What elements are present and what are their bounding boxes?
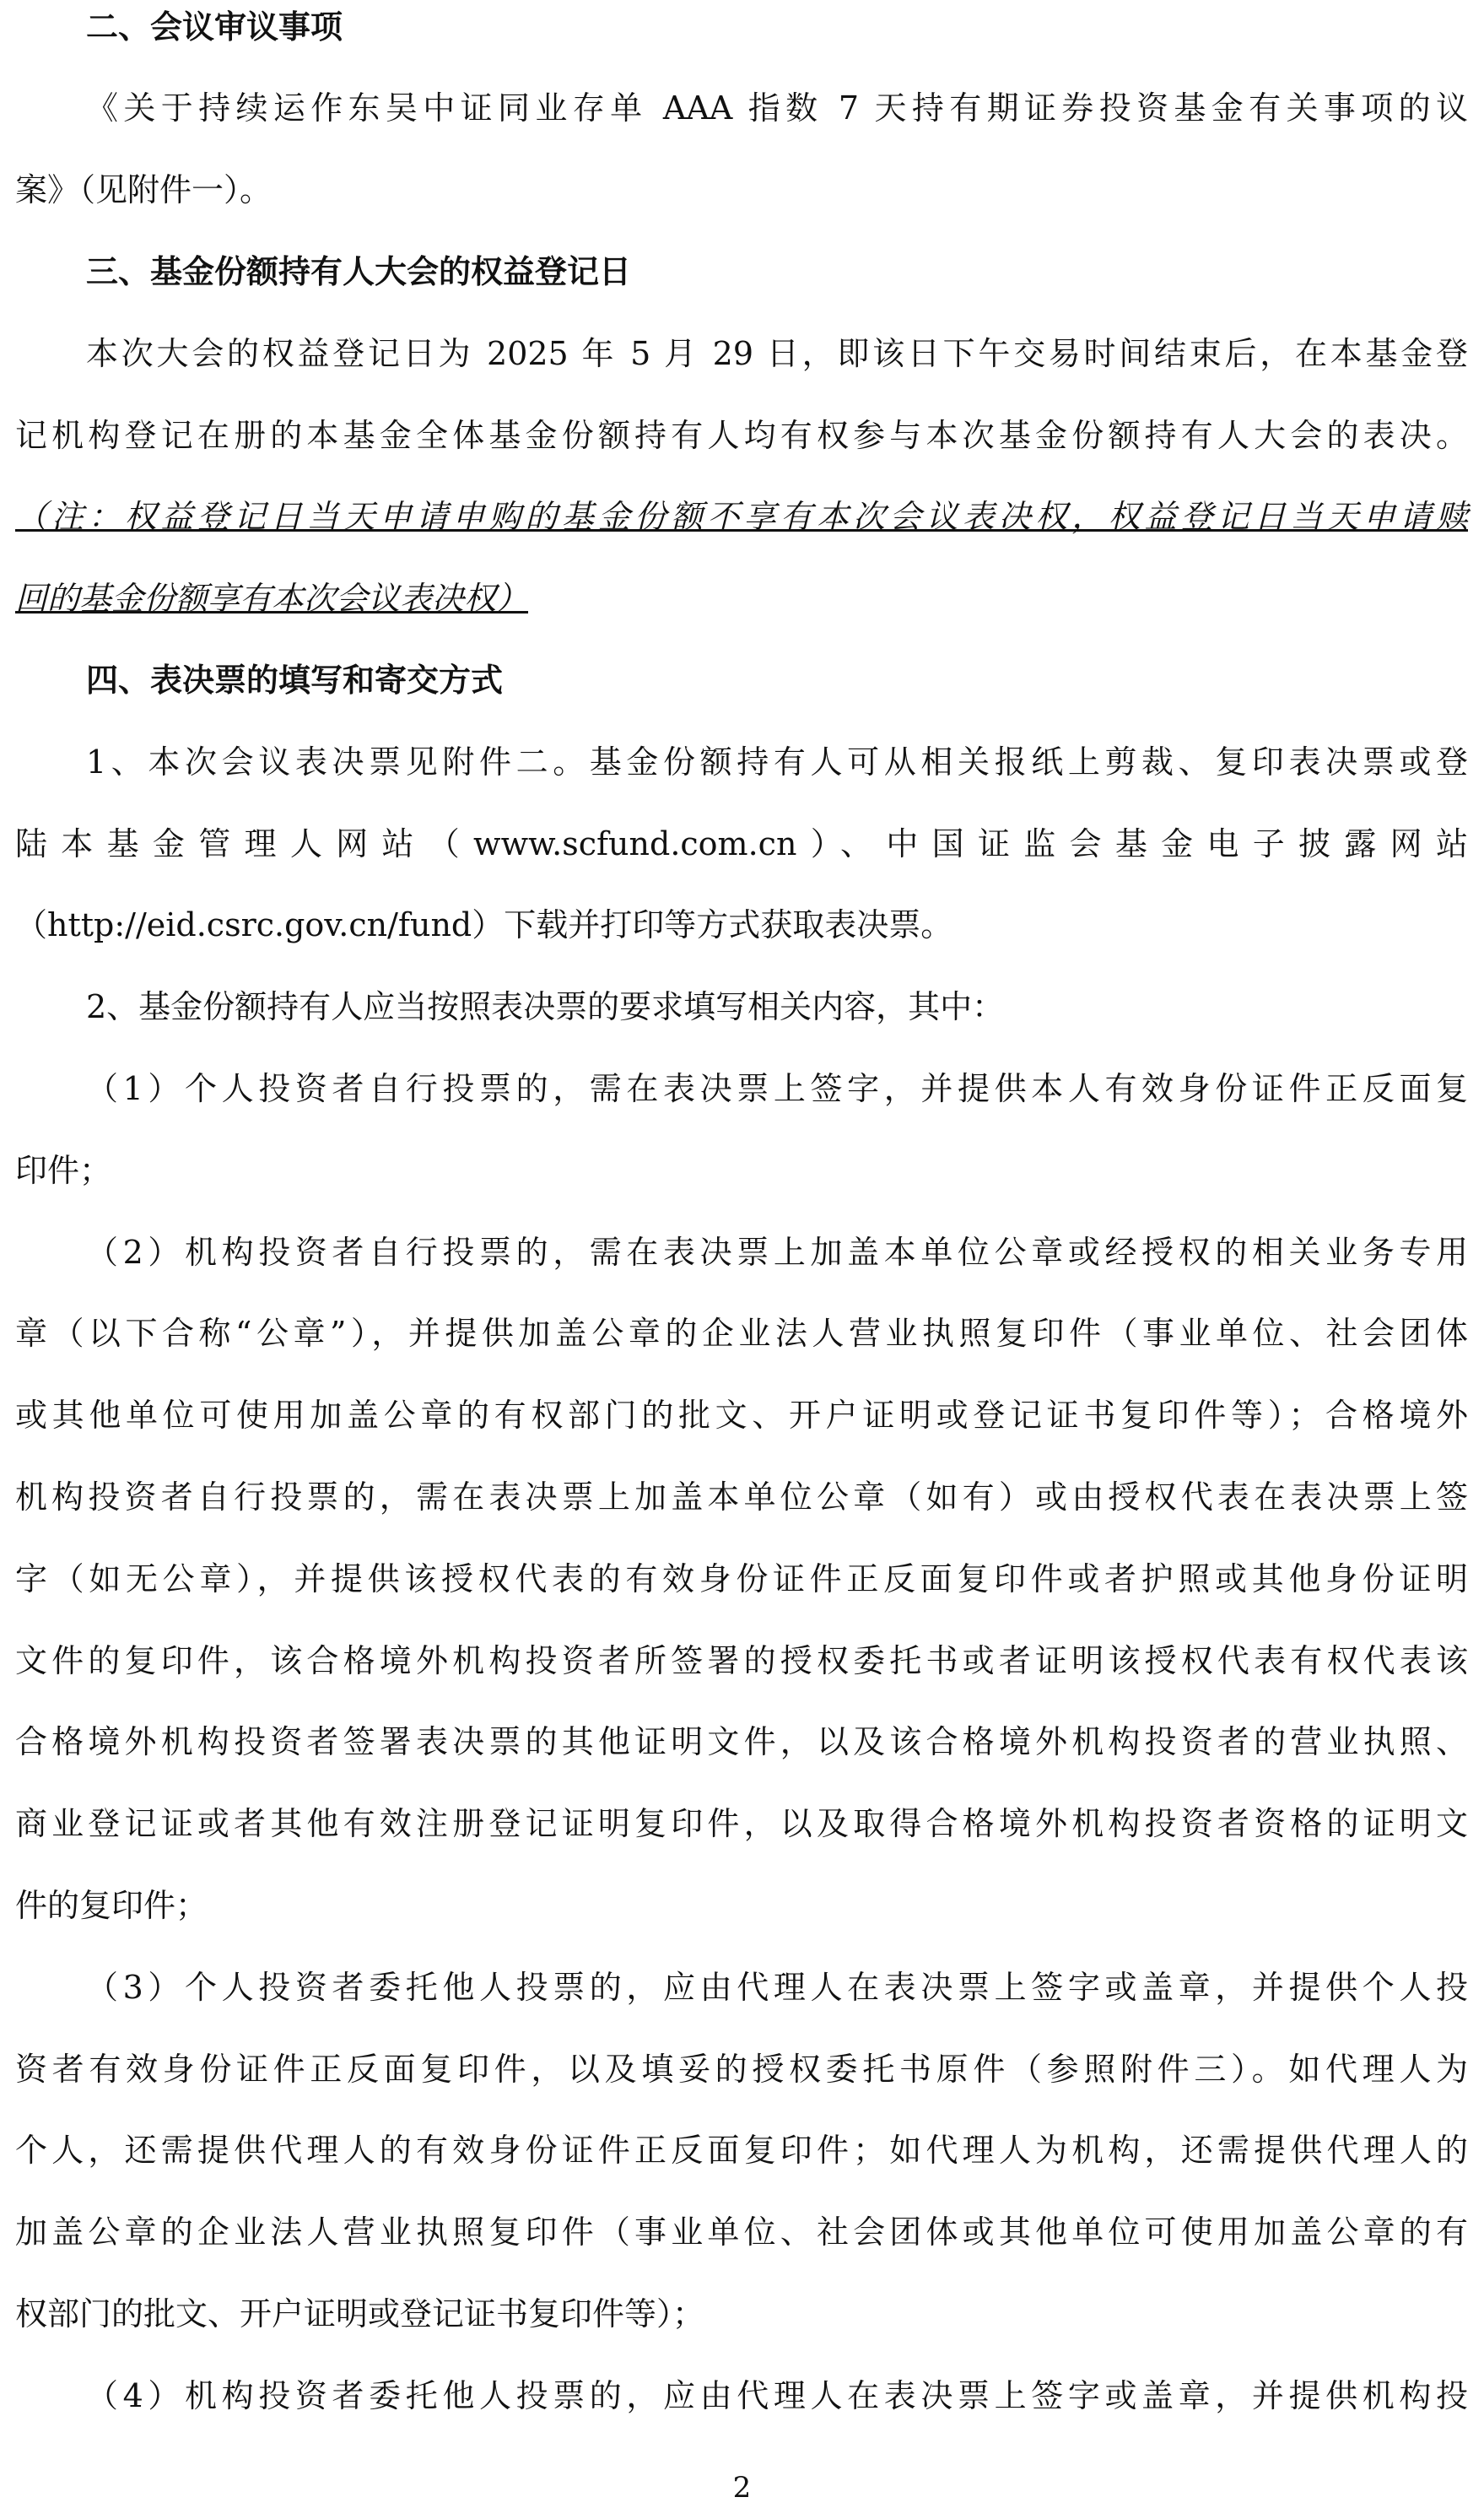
- paragraph-line: 章（以下合称“公章”），并提供加盖公章的企业法人营业执照复印件（事业单位、社会团体: [15, 1315, 1468, 1352]
- paragraph-line: 案》（见附件一）。: [15, 171, 273, 208]
- paragraph-line: （2）机构投资者自行投票的，需在表决票上加盖本单位公章或经授权的相关业务专用: [86, 1234, 1468, 1271]
- paragraph-line: 本次大会的权益登记日为 2025 年 5 月 29 日，即该日下午交易时间结束后，在本基金登: [86, 335, 1468, 372]
- section-heading-4: 四、表决票的填写和寄交方式: [86, 661, 504, 699]
- paragraph-line: （1）个人投资者自行投票的，需在表决票上签字，并提供本人有效身份证件正反面复: [86, 1070, 1468, 1107]
- paragraph-line: 陆本基金管理人网站（www.scfund.com.cn）、中国证监会基金电子披露网站: [15, 825, 1468, 862]
- paragraph-line: 资者有效身份证件正反面复印件，以及填妥的授权委托书原件（参照附件三）。如代理人为: [15, 2051, 1468, 2088]
- note-line: （注：权益登记日当天申请申购的基金份额不享有本次会议表决权，权益登记日当天申请赎: [15, 498, 1468, 535]
- paragraph-line: （3）个人投资者委托他人投票的，应由代理人在表决票上签字或盖章，并提供个人投: [86, 1969, 1468, 2006]
- paragraph-line: 或其他单位可使用加盖公章的有权部门的批文、开户证明或登记证书复印件等）；合格境外: [15, 1397, 1468, 1434]
- paragraph-line: 机构投资者自行投票的，需在表决票上加盖本单位公章（如有）或由授权代表在表决票上签: [15, 1478, 1468, 1516]
- section-heading-3: 三、基金份额持有人大会的权益登记日: [86, 252, 632, 290]
- paragraph-line: 印件；: [15, 1152, 112, 1189]
- paragraph-line: 1、本次会议表决票见附件二。基金份额持有人可从相关报纸上剪裁、复印表决票或登: [86, 743, 1468, 781]
- paragraph-line: 加盖公章的企业法人营业执照复印件（事业单位、社会团体或其他单位可使用加盖公章的有: [15, 2213, 1468, 2251]
- note-line: 回的基金份额享有本次会议表决权）: [15, 580, 529, 617]
- paragraph-line: 个人，还需提供代理人的有效身份证件正反面复印件；如代理人为机构，还需提供代理人的: [15, 2132, 1468, 2169]
- paragraph-line: 合格境外机构投资者签署表决票的其他证明文件，以及该合格境外机构投资者的营业执照、: [15, 1723, 1468, 1760]
- paragraph-line: （4）机构投资者委托他人投票的，应由代理人在表决票上签字或盖章，并提供机构投: [86, 2377, 1468, 2414]
- paragraph-line: 2、基金份额持有人应当按照表决票的要求填写相关内容，其中：: [86, 988, 1005, 1025]
- paragraph-line: （http://eid.csrc.gov.cn/fund）下载并打印等方式获取表决票。: [15, 906, 953, 943]
- paragraph-line: 件的复印件；: [15, 1887, 208, 1924]
- paragraph-line: 字（如无公章），并提供该授权代表的有效身份证件正反面复印件或者护照或其他身份证明: [15, 1560, 1468, 1597]
- paragraph-line: 《关于持续运作东吴中证同业存单 AAA 指数 7 天持有期证券投资基金有关事项的议: [86, 89, 1468, 127]
- paragraph-line: 权部门的批文、开户证明或登记证书复印件等）；: [15, 2295, 705, 2332]
- paragraph-line: 商业登记证或者其他有效注册登记证明复印件，以及取得合格境外机构投资者资格的证明文: [15, 1805, 1468, 1842]
- paragraph-line: 文件的复印件，该合格境外机构投资者所签署的授权委托书或者证明该授权代表有权代表该: [15, 1642, 1468, 1679]
- page-number: 2: [732, 2471, 752, 2505]
- section-heading-2: 二、会议审议事项: [86, 8, 343, 46]
- paragraph-line: 记机构登记在册的本基金全体基金份额持有人均有权参与本次基金份额持有人大会的表决。: [15, 417, 1468, 454]
